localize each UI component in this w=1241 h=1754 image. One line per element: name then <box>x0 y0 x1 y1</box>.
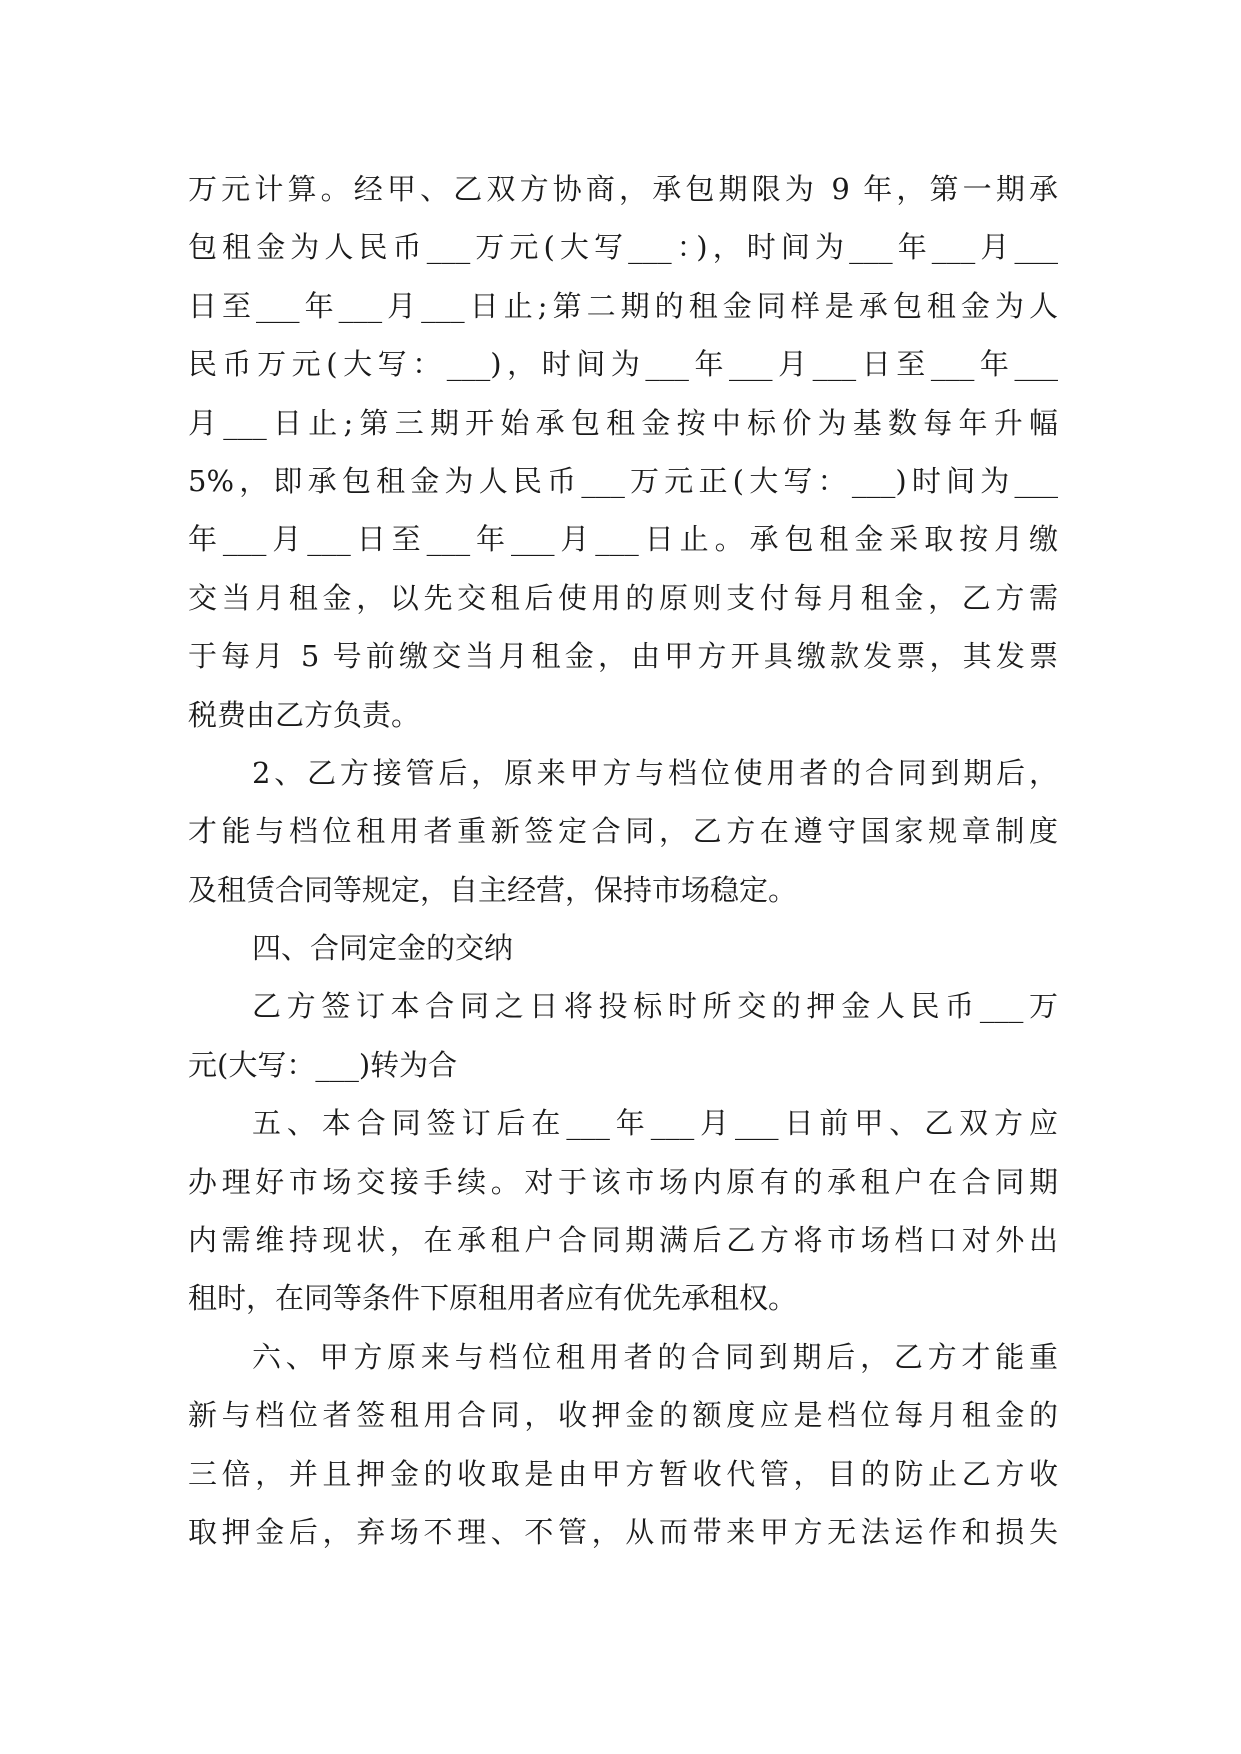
text-line: 办理好市场交接手续。对于该市场内原有的承租户在合同期 <box>188 1164 1058 1199</box>
text-line: 2、乙方接管后，原来甲方与档位使用者的合同到期后， <box>252 755 1058 790</box>
text-line: 月___日止;第三期开始承包租金按中标价为基数每年升幅 <box>188 405 1058 440</box>
text-line: 及租赁合同等规定，自主经营，保持市场稳定。 <box>188 872 798 907</box>
text-line: 租时，在同等条件下原租用者应有优先承租权。 <box>188 1281 798 1316</box>
text-line: 新与档位者签租用合同，收押金的额度应是档位每月租金的 <box>188 1398 1058 1433</box>
text-line: 年___月___日至___年___月___日止。承包租金采取按月缴 <box>188 522 1058 557</box>
text-line: 税费由乙方负责。 <box>188 697 421 732</box>
text-line: 取押金后，弃场不理、不管，从而带来甲方无法运作和损失 <box>188 1514 1058 1549</box>
text-line: 万元计算。经甲、乙双方协商，承包期限为 9 年，第一期承 <box>188 172 1058 206</box>
text-line: 内需维持现状，在承租户合同期满后乙方将市场档口对外出 <box>188 1223 1058 1258</box>
text-line: 5%，即承包租金为人民币___万元正(大写：___)时间为___ <box>188 463 1058 498</box>
text-line: 民币万元(大写：___)，时间为___年___月___日至___年___ <box>188 347 1058 382</box>
text-line: 乙方签订本合同之日将投标时所交的押金人民币___万 <box>252 989 1058 1024</box>
text-line: 日至___年___月___日止;第二期的租金同样是承包租金为人 <box>188 288 1058 323</box>
text-line: 六、甲方原来与档位租用者的合同到期后，乙方才能重 <box>252 1339 1058 1374</box>
text-line: 三倍，并且押金的收取是由甲方暂收代管，目的防止乙方收 <box>188 1456 1058 1491</box>
text-line: 五、本合同签订后在___年___月___日前甲、乙双方应 <box>252 1106 1058 1141</box>
text-line: 四、合同定金的交纳 <box>252 931 514 966</box>
text-line: 元(大写：___)转为合 <box>188 1047 458 1082</box>
text-line: 交当月租金，以先交租后使用的原则支付每月租金，乙方需 <box>188 580 1058 615</box>
document-body <box>188 160 1058 1561</box>
text-line: 包租金为人民币___万元(大写___：)，时间为___年___月___ <box>188 230 1058 265</box>
text-line: 于每月 5 号前缴交当月租金，由甲方开具缴款发票，其发票 <box>188 639 1058 674</box>
text-line: 才能与档位租用者重新签定合同，乙方在遵守国家规章制度 <box>188 814 1058 849</box>
